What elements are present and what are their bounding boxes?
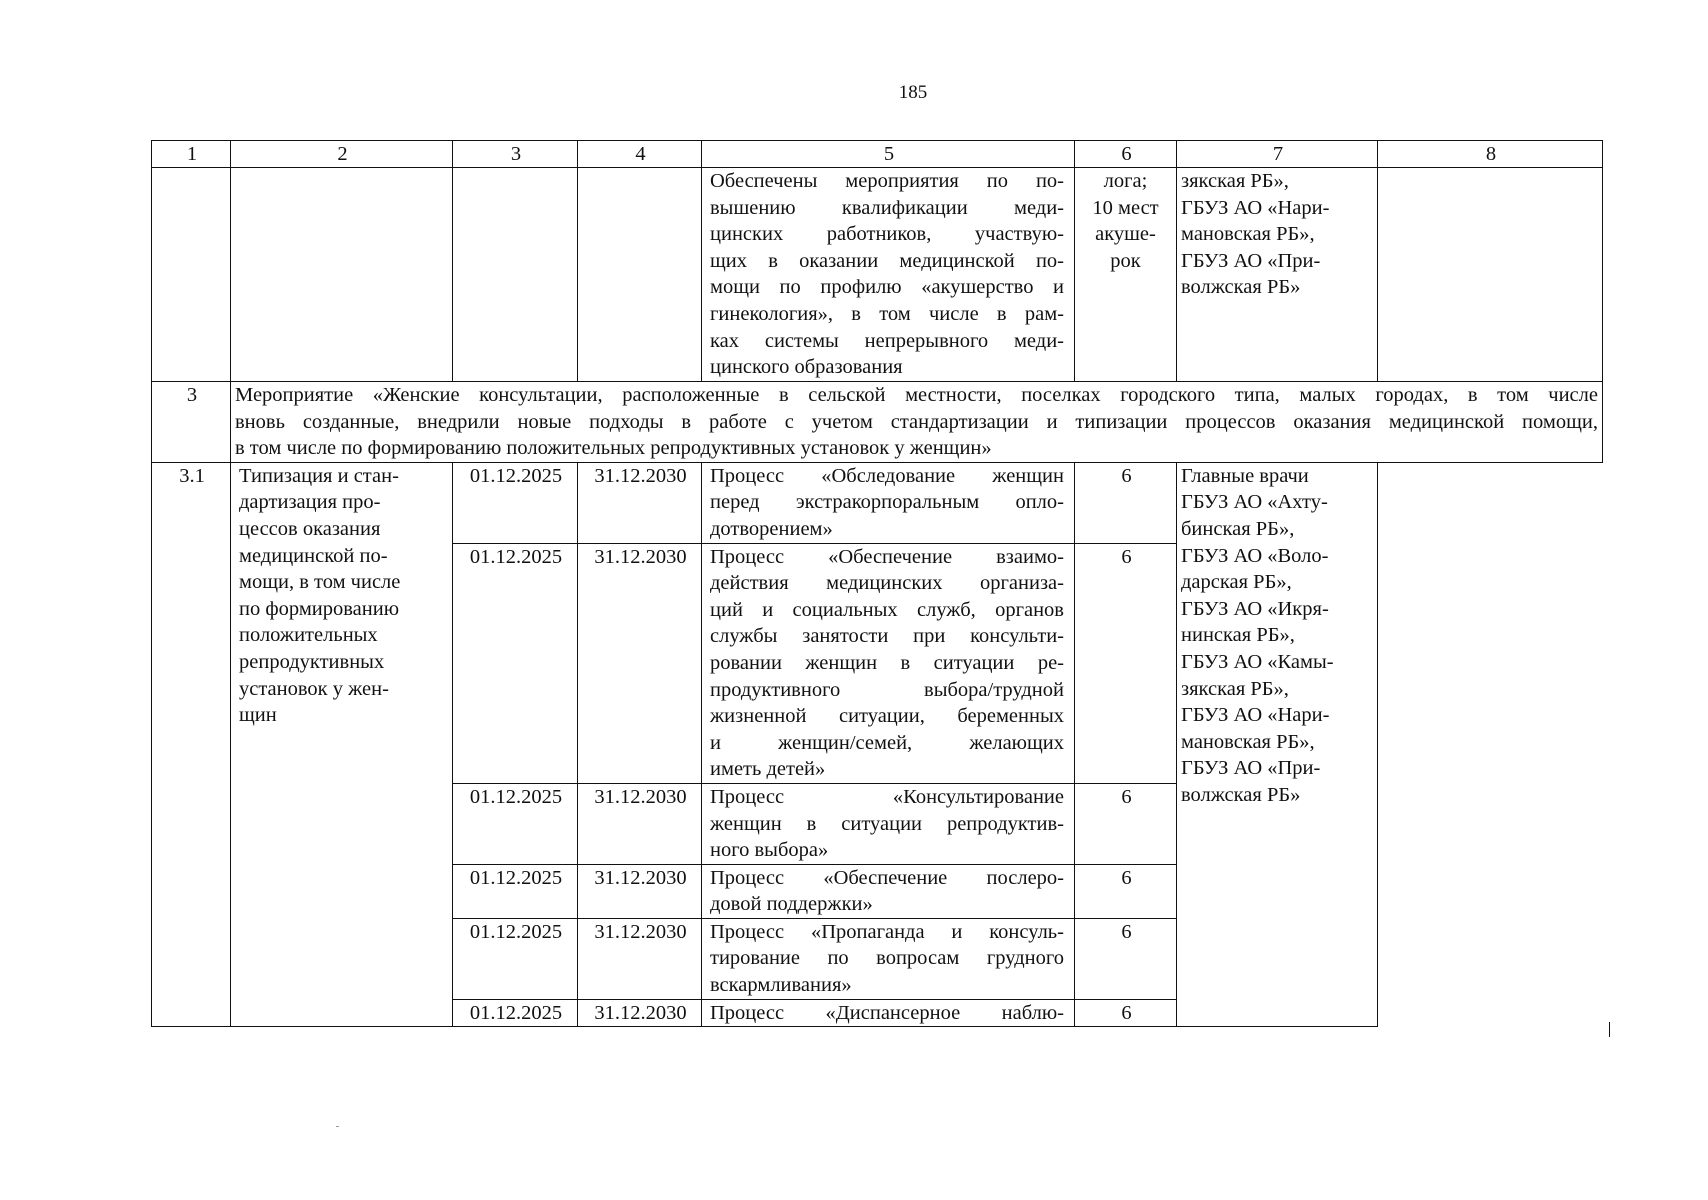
- text-line: Мероприятие «Женские консультации, расположенные в сельской местности, поселках городского типа, малых городах, в том числе: [235, 384, 1598, 406]
- end-date: 31.12.2030: [578, 918, 702, 999]
- text-line: Процесс «Диспансерное наблю-: [710, 1001, 1064, 1024]
- process-count: 6: [1075, 999, 1177, 1027]
- executors-cell: [1177, 168, 1378, 382]
- text-line: мощи по профилю «акушерство и: [710, 276, 1064, 299]
- text-line: Обеспечены мероприятия по по-: [710, 170, 1064, 192]
- column-number: 3: [453, 141, 578, 168]
- process-description: [702, 543, 1075, 783]
- text-line: зякская РБ»,: [1181, 170, 1289, 192]
- text-line: в том числе по формированию положительных репродуктивных установок у женщин»: [235, 437, 992, 460]
- end-date: 31.12.2030: [578, 462, 702, 543]
- text-line: ций и социальных служб, органов: [710, 598, 1064, 621]
- notes-cell: [1378, 168, 1603, 382]
- process-count: 6: [1075, 864, 1177, 918]
- text-line: Типизация и стан-: [239, 464, 399, 487]
- column-number: 4: [578, 141, 702, 168]
- start-date: 01.12.2025: [453, 999, 578, 1027]
- text-line: ГБУЗ АО «Нари-: [1181, 704, 1330, 727]
- text-line: службы занятости при консульти-: [710, 625, 1064, 648]
- text-line: Процесс «Обследование женщин: [710, 464, 1064, 487]
- text-line: Процесс «Консультирование: [710, 785, 1064, 808]
- start-date: 01.12.2025: [453, 918, 578, 999]
- column-number: 5: [702, 141, 1075, 168]
- text-line: иметь детей»: [710, 758, 826, 781]
- process-description: [702, 864, 1075, 918]
- text-line: волжская РБ»: [1181, 783, 1301, 806]
- text-line: акуше-: [1095, 223, 1156, 246]
- text-line: продуктивного выбора/трудной: [710, 678, 1064, 701]
- start-date: 01.12.2025: [453, 783, 578, 864]
- text-line: мановская РБ»,: [1181, 730, 1315, 753]
- text-line: вышению квалификации меди-: [710, 196, 1064, 219]
- text-line: тирование по вопросам грудного: [710, 947, 1064, 970]
- section-title-cell: [231, 382, 1603, 463]
- process-count: 6: [1075, 783, 1177, 864]
- start-date: 01.12.2025: [453, 864, 578, 918]
- text-line: ГБУЗ АО «Камы-: [1181, 650, 1334, 673]
- text-line: ГБУЗ АО «При-: [1181, 757, 1321, 780]
- text-line: перед экстракорпоральным опло-: [710, 491, 1064, 514]
- text-line: 10 мест: [1092, 196, 1159, 219]
- executors-cell-continued: [1177, 864, 1378, 1027]
- text-line: щих в оказании медицинской по-: [710, 249, 1064, 272]
- text-line: цессов оказания: [239, 517, 381, 540]
- process-count: 6: [1075, 543, 1177, 783]
- text-line: ках системы непрерывного меди-: [710, 329, 1064, 352]
- text-line: мановская РБ»,: [1181, 223, 1315, 246]
- text-line: ГБУЗ АО «При-: [1181, 249, 1321, 272]
- text-line: бинская РБ»,: [1181, 517, 1295, 540]
- end-date: 31.12.2030: [578, 543, 702, 783]
- cell-number: [152, 168, 231, 382]
- scan-speck: [336, 1126, 339, 1127]
- text-line: Главные врачи: [1181, 464, 1309, 487]
- column-number-row: [152, 141, 1603, 168]
- text-line: цинского образования: [710, 356, 903, 379]
- continuation-row: [152, 168, 1603, 382]
- process-count: 6: [1075, 918, 1177, 999]
- column-number: 2: [231, 141, 453, 168]
- text-line: по формированию: [239, 597, 400, 620]
- text-line: дарская РБ»,: [1181, 571, 1292, 594]
- item-title-cell: [231, 462, 453, 1026]
- text-line: лога;: [1103, 170, 1148, 192]
- text-line: ГБУЗ АО «Икря-: [1181, 597, 1329, 620]
- process-description: [702, 918, 1075, 999]
- text-line: рок: [1110, 249, 1141, 272]
- item-number: 3.1: [152, 462, 231, 1026]
- end-date: 31.12.2030: [578, 783, 702, 864]
- text-line: вскармливания»: [710, 974, 852, 997]
- end-date: 31.12.2030: [578, 864, 702, 918]
- cell-title: [231, 168, 453, 382]
- text-line: ГБУЗ АО «Воло-: [1181, 544, 1329, 567]
- column-number: 7: [1177, 141, 1378, 168]
- quantity-cell: [1075, 168, 1177, 382]
- text-line: вновь созданные, внедрили новые подходы в работе с учетом стандартизации и типизации процессов оказания медицинской помощи,: [235, 410, 1598, 433]
- process-description: [702, 999, 1075, 1027]
- result-description-cell: [702, 168, 1075, 382]
- page-number: 185: [898, 82, 928, 103]
- start-date: 01.12.2025: [453, 462, 578, 543]
- text-line: цинских работников, участвую-: [710, 223, 1064, 246]
- text-line: положительных: [239, 624, 378, 647]
- text-line: нинская РБ»,: [1181, 624, 1295, 647]
- text-line: и женщин/семей, желающих: [710, 731, 1064, 754]
- text-line: репродуктивных: [239, 650, 385, 673]
- table-right-edge-rule: [1609, 1022, 1610, 1037]
- column-number: 6: [1075, 141, 1177, 168]
- text-line: гинекология», в том числе в рам-: [710, 302, 1064, 325]
- section-row: [152, 382, 1603, 463]
- text-line: жизненной ситуации, беременных: [710, 705, 1064, 728]
- executors-cell: [1177, 462, 1378, 864]
- notes-cell: [1378, 462, 1603, 1026]
- text-line: Процесс «Обеспечение взаимо-: [710, 545, 1064, 568]
- column-number: 1: [152, 141, 231, 168]
- text-line: ровании женщин в ситуации ре-: [710, 651, 1064, 674]
- text-line: дотворением»: [710, 517, 833, 540]
- column-number: 8: [1378, 141, 1603, 168]
- start-date: 01.12.2025: [453, 543, 578, 783]
- text-line: волжская РБ»: [1181, 276, 1301, 299]
- text-line: установок у жен-: [239, 677, 389, 700]
- text-line: Процесс «Обеспечение послеро-: [710, 866, 1064, 889]
- text-line: действия медицинских организа-: [710, 572, 1064, 595]
- cell-end-date: [578, 168, 702, 382]
- text-line: ГБУЗ АО «Нари-: [1181, 196, 1330, 219]
- text-line: ГБУЗ АО «Ахту-: [1181, 491, 1328, 514]
- process-description: [702, 462, 1075, 543]
- text-line: довой поддержки»: [710, 893, 873, 916]
- text-line: дартизация про-: [239, 491, 381, 514]
- process-count: 6: [1075, 462, 1177, 543]
- plan-table: [151, 140, 1603, 1027]
- text-line: мощи, в том числе: [239, 571, 401, 594]
- text-line: зякская РБ»,: [1181, 677, 1289, 700]
- text-line: Процесс «Пропаганда и консуль-: [710, 920, 1064, 943]
- text-line: медицинской по-: [239, 544, 388, 567]
- process-row: [152, 462, 1603, 543]
- process-description: [702, 783, 1075, 864]
- text-line: щин: [239, 704, 277, 727]
- text-line: ного выбора»: [710, 839, 829, 862]
- cell-start-date: [453, 168, 578, 382]
- text-line: женщин в ситуации репродуктив-: [710, 812, 1064, 835]
- end-date: 31.12.2030: [578, 999, 702, 1027]
- section-number: 3: [152, 382, 231, 463]
